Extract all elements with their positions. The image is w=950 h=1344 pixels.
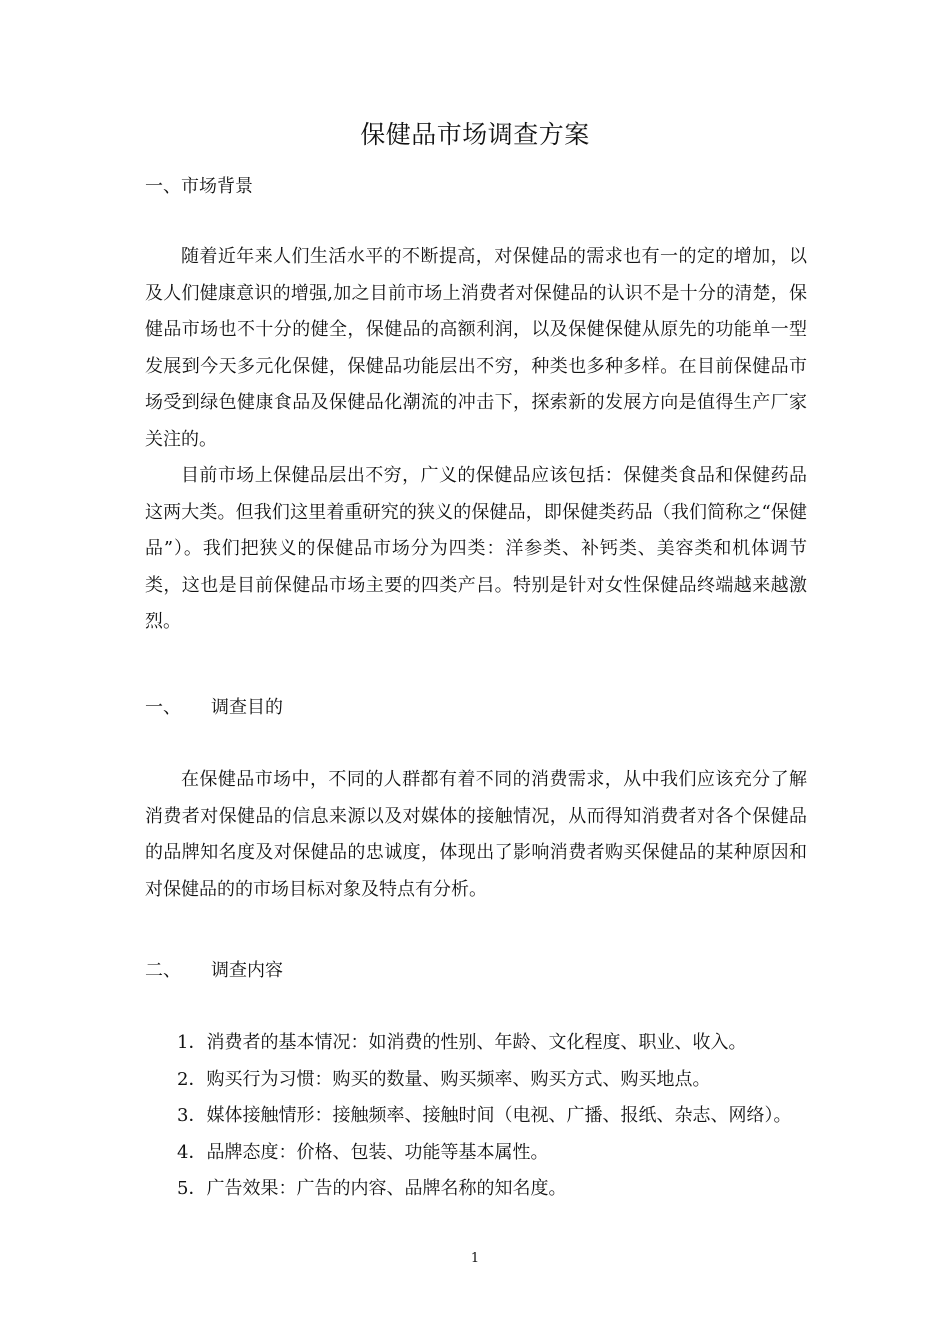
paragraph-background-2: 目前市场上保健品层出不穷，广义的保健品应该包括：保健类食品和保健药品这两大类。但我们这里着重研究的狭义的保健品，即保健类药品（我们简称之“保健品”）。我们把狭义的保健品市场分为四类：洋参类、补钙类、美容类和机体调节类，这也是目前保健品市场主要的四类产吕。特别是针对女性保健品终端越来越激烈。 bbox=[145, 465, 807, 632]
list-item: 1．消费者的基本情况：如消费的性别、年龄、文化程度、职业、收入。 bbox=[177, 1032, 747, 1053]
list-item: 3．媒体接触情形：接触频率、接触时间（电视、广播、报纸、杂志、网络）。 bbox=[177, 1105, 792, 1126]
section-heading-number: 二、 bbox=[145, 960, 181, 981]
content-list bbox=[177, 1025, 791, 1208]
section-heading-text: 调查目的 bbox=[211, 697, 283, 718]
paragraph-background-1: 随着近年来人们生活水平的不断提高，对保健品的需求也有一的定的增加，以及人们健康意识的增强,加之目前市场上消费者对保健品的认识不是十分的清楚，保健品市场也不十分的健全，保健品的高额利润，以及保健保健从原先的功能单一型发展到今天多元化保健，保健品功能层出不穷，种类也多种多样。在目前保健品市场受到绿色健康食品及保健品化潮流的冲击下，探索新的发展方向是值得生产厂家关注的。 bbox=[145, 246, 807, 450]
section-heading-content bbox=[145, 956, 283, 982]
list-item: 5．广告效果：广告的内容、品牌名称的知名度。 bbox=[177, 1178, 567, 1199]
list-item: 2．购买行为习惯：购买的数量、购买频率、购买方式、购买地点。 bbox=[177, 1068, 711, 1090]
list-item: 4．品牌态度：价格、包装、功能等基本属性。 bbox=[177, 1141, 549, 1163]
section-heading-purpose bbox=[145, 693, 283, 719]
paragraph-purpose: 在保健品市场中，不同的人群都有着不同的消费需求，从中我们应该充分了解消费者对保健品的信息来源以及对媒体的接触情况，从而得知消费者对各个保健品的品牌知名度及对保健品的忠诚度，体现出了影响消费者购买保健品的某种原因和对保健品的的市场目标对象及特点有分析。 bbox=[145, 769, 807, 900]
section-heading-number: 一、 bbox=[145, 697, 181, 718]
section-heading-background: 一、市场背景 bbox=[145, 176, 253, 197]
section-heading-text: 调查内容 bbox=[211, 960, 283, 981]
document-title: 保健品市场调查方案 bbox=[360, 120, 590, 149]
page-number: 1 bbox=[470, 1251, 480, 1266]
